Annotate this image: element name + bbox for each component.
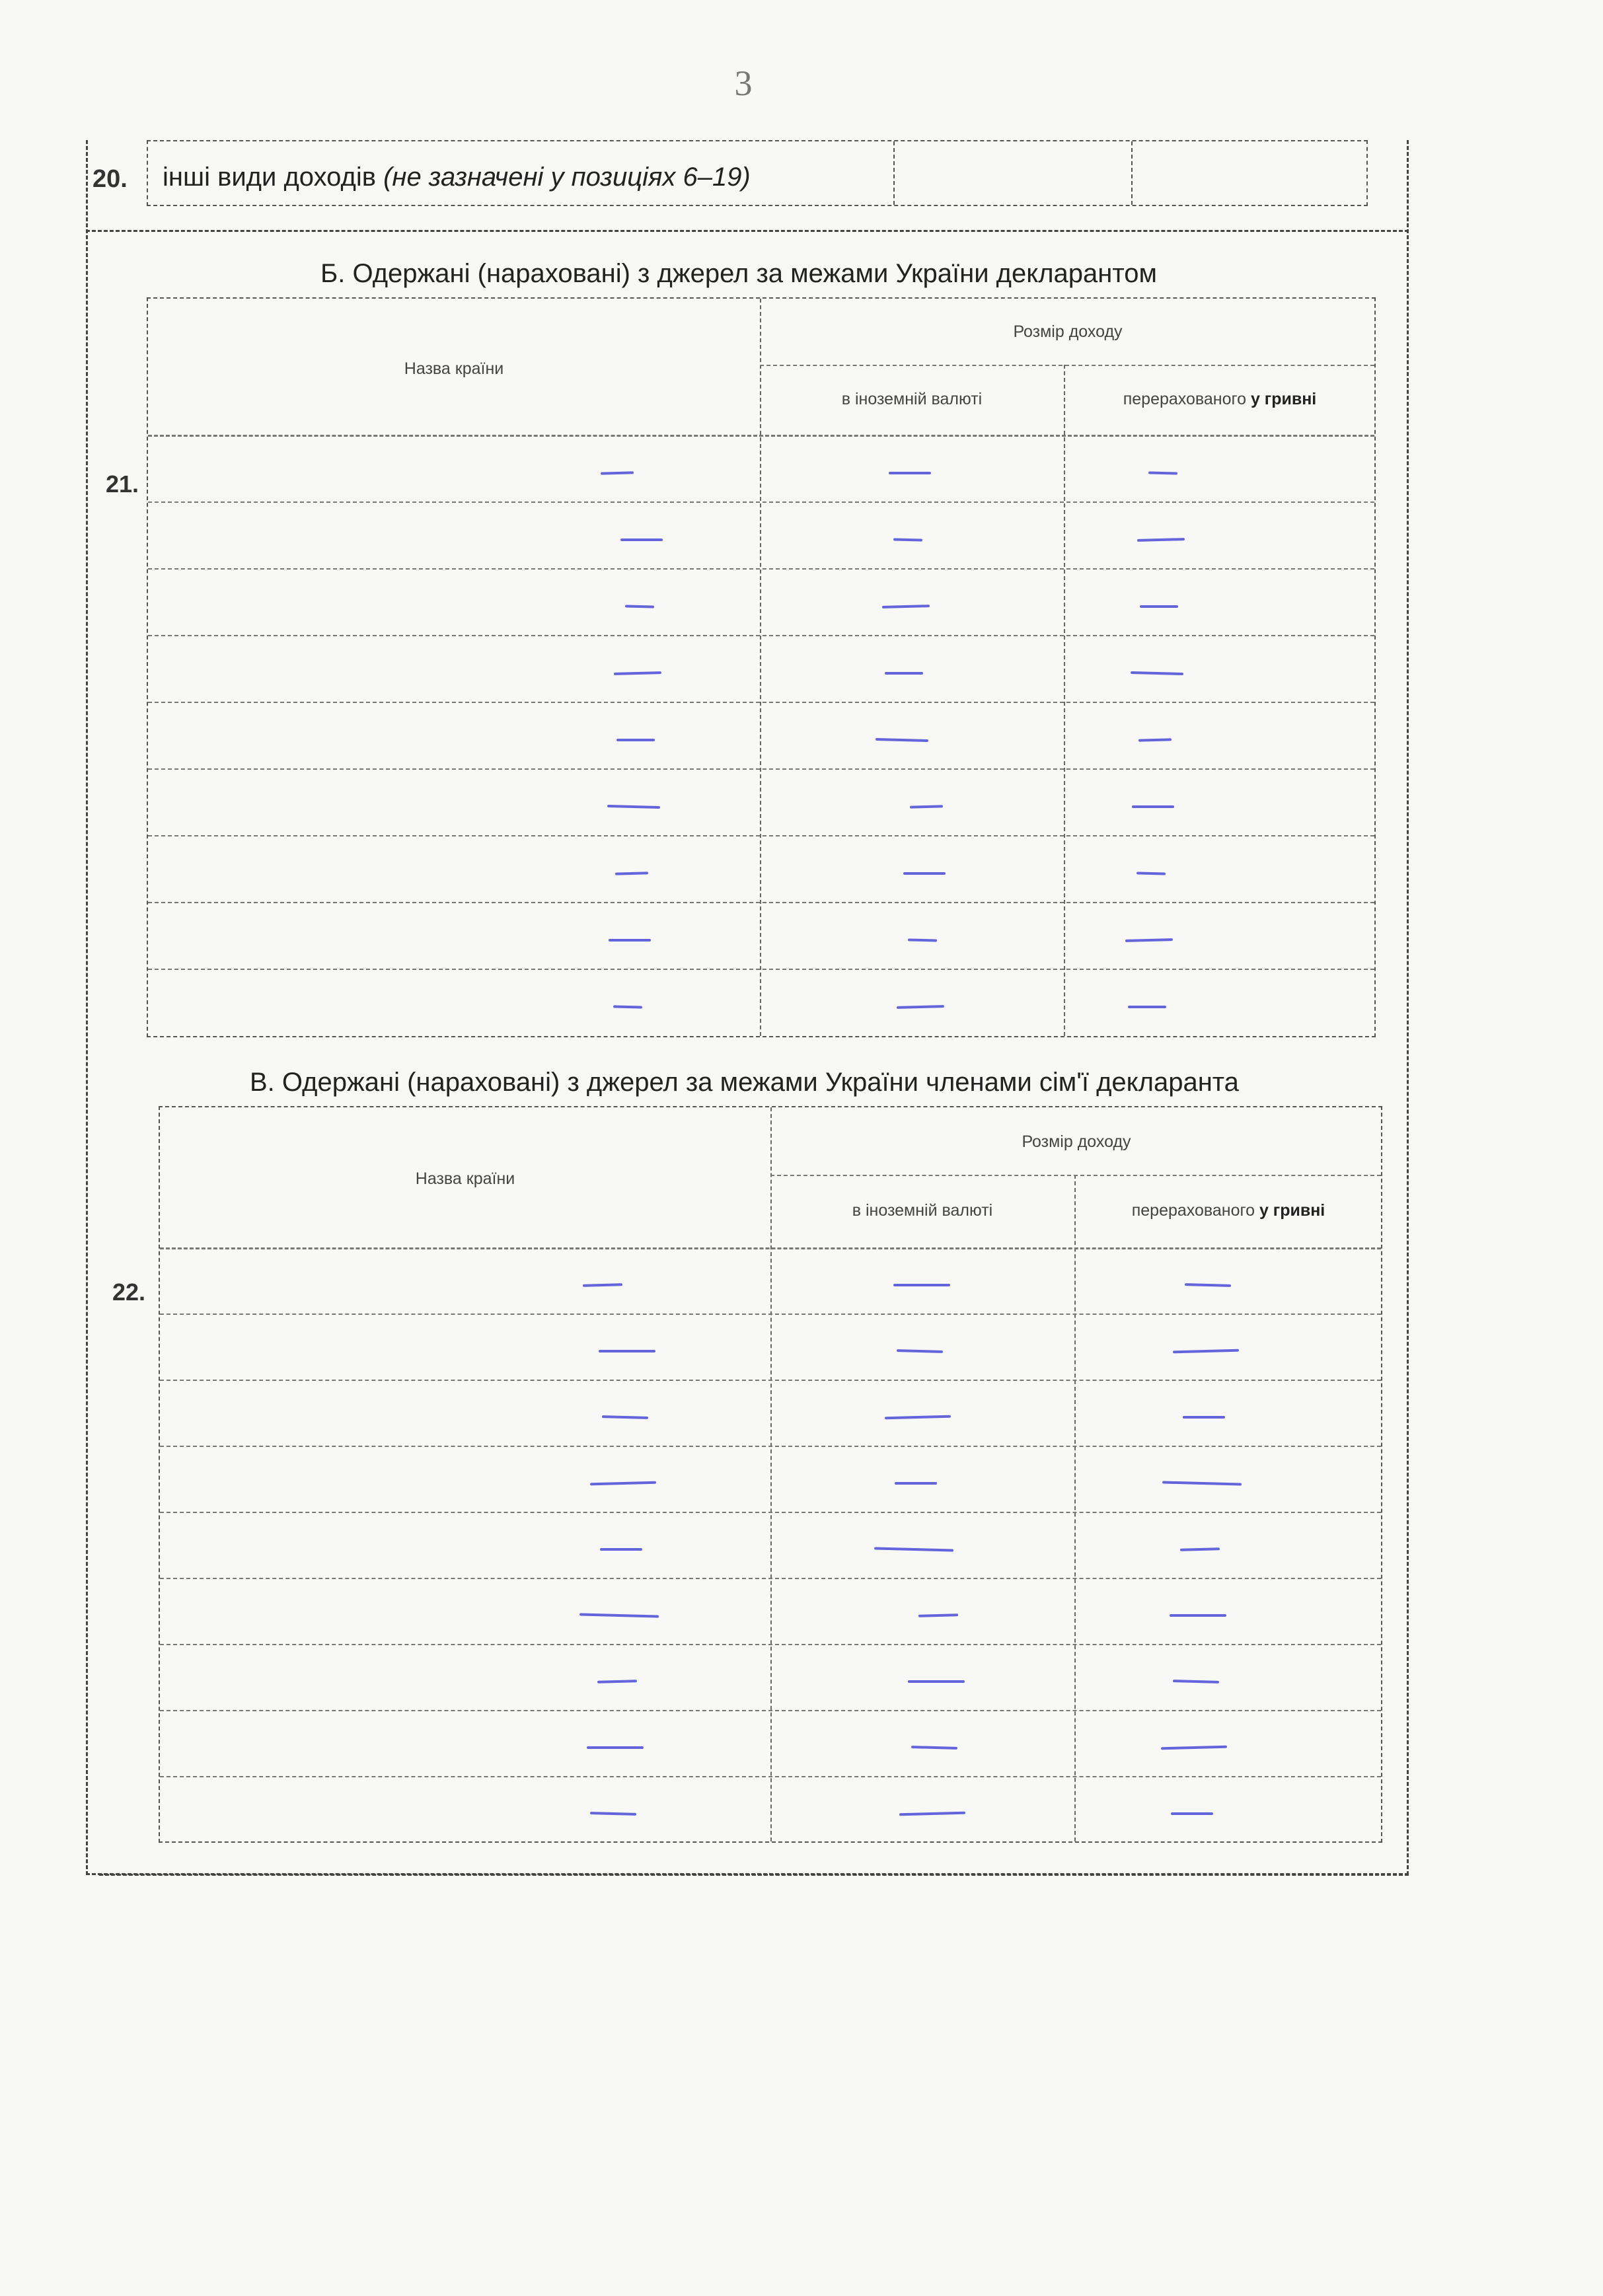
handwritten-dash-mark: [1132, 805, 1174, 808]
handwritten-dash-mark: [613, 1005, 642, 1008]
handwritten-dash-mark: [583, 1283, 622, 1287]
handwritten-dash-mark: [1180, 1547, 1220, 1551]
table-row-divider: [148, 635, 1374, 636]
handwritten-dash-mark: [885, 672, 923, 675]
handwritten-dash-mark: [1171, 1812, 1213, 1815]
header-uah-bold: у гривні: [1250, 390, 1317, 408]
table-row-divider: [160, 1776, 1381, 1777]
row-20-note: (не зазначені у позиціях 6–19): [383, 163, 751, 192]
handwritten-dash-mark: [1137, 871, 1166, 875]
handwritten-dash-mark: [590, 1481, 656, 1486]
header-country: Назва країни: [415, 1169, 515, 1188]
header-bottom-border: [148, 435, 1374, 437]
handwritten-dash-mark: [908, 1680, 965, 1683]
row-20-divider: [1131, 141, 1133, 205]
handwritten-dash-mark: [1125, 938, 1173, 942]
handwritten-dash-mark: [899, 1812, 965, 1816]
section-b-table: [147, 297, 1376, 1037]
header-country: Назва країни: [404, 359, 504, 378]
handwritten-dash-mark: [620, 538, 663, 541]
header-uah-bold: у гривні: [1259, 1201, 1325, 1220]
page-number: 3: [734, 63, 753, 103]
handwritten-dash-mark: [600, 1548, 642, 1551]
handwritten-dash-mark: [625, 605, 654, 608]
section-c-table: [159, 1106, 1382, 1843]
table-row-divider: [160, 1446, 1381, 1447]
section-b-title: Б. Одержані (нараховані) з джерел за межами України декларантом: [320, 259, 1157, 288]
table-row-divider: [160, 1578, 1381, 1579]
header-foreign-currency: в іноземній валюті: [841, 390, 983, 408]
handwritten-dash-mark: [607, 805, 660, 809]
header-uah-prefix: перерахованого: [1131, 1201, 1259, 1220]
handwritten-dash-mark: [599, 1350, 655, 1352]
header-foreign-currency: в іноземній валюті: [852, 1201, 993, 1220]
row-20-text: інші види доходів: [163, 163, 384, 192]
table-row-divider: [160, 1380, 1381, 1381]
handwritten-dash-mark: [597, 1680, 637, 1684]
header-amount: Розмір доходу: [1022, 1132, 1131, 1151]
table-row-divider: [160, 1314, 1381, 1315]
header-divider: [770, 1175, 1381, 1176]
handwritten-dash-mark: [874, 1547, 953, 1551]
handwritten-dash-mark: [876, 738, 928, 742]
section-c-row-number: 22.: [112, 1278, 146, 1306]
handwritten-dash-mark: [590, 1812, 636, 1816]
header-amount: Розмір доходу: [1013, 322, 1123, 341]
handwritten-dash-mark: [601, 471, 634, 474]
handwritten-dash-mark: [579, 1613, 659, 1617]
handwritten-dash-mark: [1137, 538, 1185, 542]
handwritten-dash-mark: [1131, 671, 1183, 675]
handwritten-dash-mark: [602, 1415, 648, 1419]
header-bottom-border: [160, 1247, 1381, 1249]
row-20-number: 20.: [93, 165, 128, 193]
handwritten-dash-mark: [897, 1005, 944, 1009]
table-row-divider: [148, 969, 1374, 970]
handwritten-dash-mark: [893, 538, 922, 541]
table-row-divider: [148, 568, 1374, 570]
section-b-row-number: 21.: [106, 470, 139, 498]
table-row-divider: [160, 1512, 1381, 1513]
table-row-divider: [148, 768, 1374, 770]
header-uah-prefix: перерахованого: [1123, 390, 1251, 408]
handwritten-dash-mark: [1148, 471, 1177, 474]
handwritten-dash-mark: [889, 472, 931, 474]
handwritten-dash-mark: [1128, 1006, 1166, 1008]
handwritten-dash-mark: [1162, 1481, 1242, 1485]
table-row-divider: [160, 1644, 1381, 1645]
section-c-title: В. Одержані (нараховані) з джерел за межами України членами сім'ї декларанта: [250, 1068, 1239, 1097]
form-bottom-border: [99, 1874, 1409, 1876]
column-divider: [1074, 1175, 1076, 1841]
handwritten-dash-mark: [1161, 1746, 1227, 1750]
handwritten-dash-mark: [911, 1746, 957, 1750]
table-row-divider: [148, 835, 1374, 836]
header-uah: [1074, 1201, 1382, 1220]
column-divider: [1064, 365, 1065, 1036]
handwritten-dash-mark: [1140, 605, 1178, 608]
handwritten-dash-mark: [908, 938, 937, 942]
handwritten-dash-mark: [897, 1349, 943, 1353]
row-20: [147, 140, 1368, 206]
handwritten-dash-mark: [616, 739, 655, 741]
handwritten-dash-mark: [893, 1284, 950, 1286]
handwritten-dash-mark: [1173, 1349, 1239, 1354]
handwritten-dash-mark: [1173, 1680, 1219, 1684]
handwritten-dash-mark: [614, 671, 661, 675]
handwritten-dash-mark: [910, 805, 943, 808]
row-20-label: [163, 163, 751, 192]
row-20-divider: [893, 141, 895, 205]
handwritten-dash-mark: [1138, 738, 1172, 741]
handwritten-dash-mark: [1170, 1614, 1226, 1617]
table-row-divider: [148, 501, 1374, 503]
section-divider: [86, 230, 1409, 232]
table-row-divider: [160, 1710, 1381, 1711]
handwritten-dash-mark: [615, 871, 648, 875]
table-row-divider: [148, 702, 1374, 703]
handwritten-dash-mark: [895, 1482, 937, 1485]
handwritten-dash-mark: [609, 939, 651, 942]
table-row-divider: [148, 902, 1374, 903]
handwritten-dash-mark: [918, 1613, 958, 1617]
column-divider: [760, 299, 761, 1036]
header-uah: [1064, 390, 1376, 409]
header-divider: [760, 365, 1374, 366]
handwritten-dash-mark: [587, 1746, 644, 1749]
handwritten-dash-mark: [1185, 1283, 1231, 1287]
handwritten-dash-mark: [882, 605, 930, 609]
handwritten-dash-mark: [903, 872, 946, 875]
handwritten-dash-mark: [1183, 1416, 1225, 1419]
handwritten-dash-mark: [885, 1415, 951, 1420]
